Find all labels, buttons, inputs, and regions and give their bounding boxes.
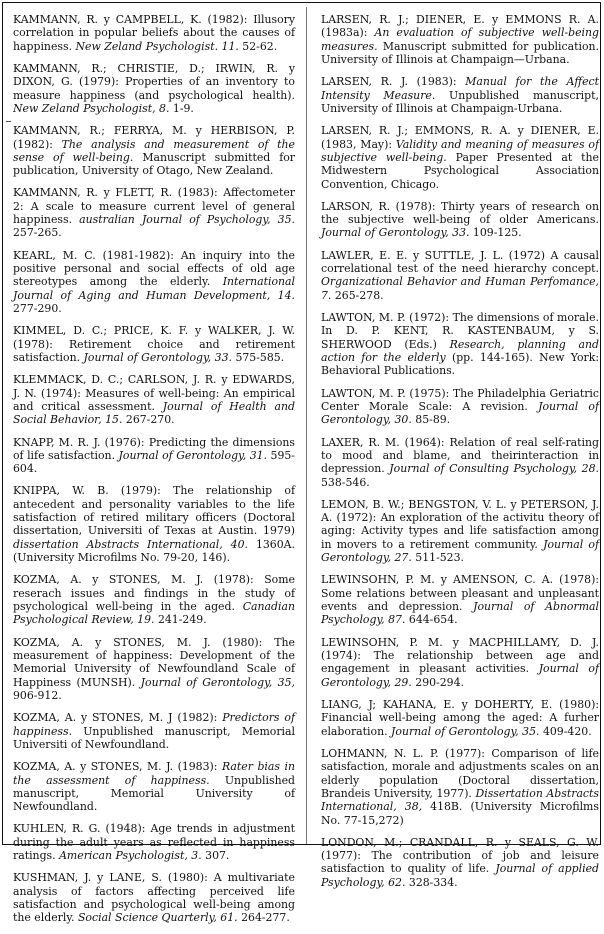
reference-text: 328-334. <box>405 875 458 889</box>
margin-mark <box>6 121 11 122</box>
reference-text: (pp. 144-165). New York: Behavioral Publications. <box>321 351 599 378</box>
reference-entry <box>321 75 599 115</box>
reference-text: KLEMMACK, D. C.; CARLSON, J. R. y EDWARDS, J. N. (1974): Measures of well-being: An empirical and critical assessment. <box>13 373 295 413</box>
reference-source-italic: Journal of Gerontology, 31. <box>118 448 268 462</box>
reference-entry <box>321 311 599 378</box>
reference-text: 409-420. <box>539 724 592 738</box>
reference-text: KIMMEL, D. C.; PRICE, K. F. y WALKER, J. W. (1978): Retirement choice and retirement satisfaction. <box>13 324 295 365</box>
reference-entry <box>321 13 599 66</box>
reference-text: 257-265. <box>13 226 62 240</box>
reference-entry <box>321 200 599 240</box>
reference-text: KNIPPA, W. B. (1979): The relationship of antecedent and personality variables to the life satisfaction of retired military officers (Doctoral dissertation, Universiti of Texas at Austin. 1979) <box>13 484 295 538</box>
reference-entry <box>321 836 599 889</box>
reference-text: KAMMANN, R.; CHRISTIE, D.; IRWIN, R. y DIXON, G. (1979): Properties of an inventory to measure happiness (and psychological health). <box>13 61 295 102</box>
reference-text: LAXER, R. M. (1964): Relation of real self-rating to mood and blame, and theirinteraction in depression. <box>321 435 599 476</box>
reference-text: Unpublished manuscript, Memorial University of Newfoundland. <box>13 773 295 814</box>
reference-entry <box>13 13 295 53</box>
page-frame <box>2 2 601 925</box>
reference-text: 906-912. <box>13 689 62 703</box>
reference-text: KOZMA, A. y STONES, M. J (1982): <box>13 711 223 725</box>
reference-source-italic: New Zeland Psychologist. 11. <box>75 39 239 53</box>
reference-text: LARSEN, R. J. (1983): <box>321 75 466 89</box>
column-divider <box>306 7 307 844</box>
reference-text: 418B. (University Microfilms No. 77-15,272) <box>321 800 599 827</box>
reference-text: LONDON, M.; CRANDALL, R. y SEALS, G. W. (1977): The contribution of job and leisure satisfaction to quality of life. <box>321 835 599 876</box>
reference-text: 267-270. <box>122 413 175 427</box>
reference-source-italic: Rater bias in the assessment of happiness. <box>13 760 295 787</box>
reference-text: Unpublished manuscript, Memorial Universiti of Newfoundland. <box>13 724 295 751</box>
reference-source-italic: Journal of Abnormal Psychology, 87. <box>321 600 599 627</box>
reference-entry <box>13 484 295 564</box>
reference-text: LAWTON, M. P. (1975): The Philadelphia Geriatric Center Morale Scale: A revision. <box>321 386 599 413</box>
reference-entry <box>321 747 599 827</box>
reference-text: KOZMA, A. y STONES, M. J. (1980): The measurement of happiness: Development of the Memorial University of Newfoundland Scale of Happiness (MUNSH). <box>13 635 295 689</box>
reference-entry <box>321 124 599 191</box>
left-reference-column <box>13 13 295 934</box>
reference-entry <box>13 871 295 924</box>
reference-text: LARSON, R. (1978): Thirty years of research on the subjective well-being of older Americans. <box>321 199 599 227</box>
reference-source-italic: Journal of applied Psychology, 62. <box>321 862 600 889</box>
reference-text: 109-125. <box>469 226 522 240</box>
reference-source-italic: Journal of Gerontology, 33. <box>321 226 470 240</box>
reference-text: LAWLER, E. E. y SUTTLE, J. L. (1972) A causal correlational test of the need hierarchy concept. <box>321 248 599 276</box>
reference-text: 307. <box>201 849 230 863</box>
reference-source-italic: Predictors of happiness. <box>13 711 295 738</box>
reference-entry <box>13 636 295 703</box>
reference-source-italic: Research, planning and action for the elderly <box>321 337 599 365</box>
reference-source-italic: australian Journal of Psychology, 35. <box>79 213 295 227</box>
reference-entry <box>13 124 295 177</box>
reference-text: 265-278. <box>331 288 384 302</box>
reference-entry <box>13 324 295 364</box>
reference-source-italic: The analysis and measurement of the sense of well-being. <box>13 137 295 164</box>
reference-entry <box>13 249 295 316</box>
reference-text: KNAPP, M. R. J. (1976): Predicting the dimensions of life satisfaction. <box>13 435 295 462</box>
reference-source-italic: Social Science Quarterly, 61. <box>77 911 238 925</box>
reference-text: LEMON, B. W.; BENGSTON, V. L. y PETERSON, J. A. (1972): An exploration of the activitu theory of aging: Activity types and life satisfaction among in movers to a retirement community. <box>321 497 599 551</box>
right-reference-column <box>321 13 599 898</box>
reference-source-italic: New Zeland Psychologist, 8. <box>13 101 170 115</box>
reference-entry <box>321 436 599 489</box>
reference-text: KUHLEN, R. G. (1948): Age trends in adjustment during the adult years as reflected in happiness ratings. <box>13 822 295 863</box>
reference-source-italic: Organizational Behavior and Human Perfomance, 7. <box>321 275 599 302</box>
reference-entry <box>321 636 599 689</box>
reference-text: LARSEN, R. J.; DIENER, E. y EMMONS R. A. (1983a): <box>321 13 599 40</box>
reference-source-italic: Validity and meaning of measures of subjective well-being. <box>321 137 599 164</box>
reference-text: 241-249. <box>154 613 207 627</box>
reference-entry <box>13 62 295 115</box>
reference-text: 264-277. <box>237 911 290 925</box>
reference-text: 1360A. (University Microfilms No. 79-20, 146). <box>13 537 295 565</box>
reference-text: LEWINSOHN, P. M. y MACPHILLAMY, D. J. (1974): The relationship between age and engagement in pleasant activities. <box>321 635 599 676</box>
reference-source-italic: Dissertation Abstracts International, 38, <box>321 786 599 814</box>
reference-source-italic: Manual for the Affect Intensity Measure. <box>321 75 600 102</box>
reference-text: 511-523. <box>411 551 465 565</box>
reference-entry <box>321 698 599 738</box>
reference-source-italic: Canadian Psychological Review, 19. <box>13 600 295 627</box>
reference-text: 277-290. <box>13 302 62 316</box>
reference-text: Manuscript submitted for publication, University of Otago, New Zealand. <box>13 150 295 178</box>
reference-text: 52-62. <box>238 39 278 53</box>
reference-entry <box>13 186 295 239</box>
reference-text: LEWINSOHN, P. M. y AMENSON, C. A. (1978): Some relations between pleasant and unpleasant events and depression. <box>321 573 599 614</box>
reference-text: KAMMANN, R. y FLETT, R. (1983): Affectometer 2: A scale to measure current level of general happiness. <box>13 186 295 227</box>
reference-text: LIANG, J; KAHANA, E. y DOHERTY, E. (1980): Financial well-being among the aged: A furher elaboration. <box>321 697 599 738</box>
reference-source-italic: Journal of Gerontology, 35. <box>391 724 540 738</box>
reference-text: 85-89. <box>411 413 451 427</box>
reference-source-italic: Journal of Gerontology, 33. <box>83 351 232 365</box>
reference-entry <box>13 711 295 751</box>
reference-text: Paper Presented at the Midwestern Psychological Association Convention, Chicago. <box>321 150 599 191</box>
reference-text: 595-604. <box>13 448 295 476</box>
reference-source-italic: Journal of Gerontology, 29. <box>321 662 600 689</box>
reference-source-italic: Journal of Gerontology, 27. <box>321 537 599 565</box>
reference-text: 290-294. <box>411 675 465 689</box>
reference-entry <box>321 249 599 302</box>
reference-text: 644-654. <box>405 613 458 627</box>
reference-entry <box>321 573 599 626</box>
reference-text: Unpublished manuscript, University of Illinois at Champaign-Urbana. <box>321 88 599 115</box>
reference-text: LAWTON, M. P. (1972): The dimensions of morale. In D. P. KENT, R. KASTENBAUM, y S. SHERWOOD (Eds.) <box>321 310 599 351</box>
reference-entry <box>13 760 295 813</box>
reference-text: KAMMANN, R. y CAMPBELL, K. (1982): Illusory correlation in popular beliefs about the causes of happiness. <box>13 13 295 53</box>
reference-text: KUSHMAN, J. y LANE, S. (1980): A multivariate analysis of factors affecting perceived life satisfaction and psychological well-being among the elderly. <box>13 871 295 925</box>
reference-entry <box>321 387 599 427</box>
reference-source-italic: American Psychologist, 3. <box>59 849 202 863</box>
reference-text: KEARL, M. C. (1981-1982): An inquiry into the positive personal and social effects of old age stereotypes among the elderly. <box>13 248 295 289</box>
reference-entry <box>321 498 599 565</box>
reference-source-italic: Journal of Health and Social Behavior, 15. <box>13 399 295 427</box>
reference-text: LARSEN, R. J.; EMMONS, R. A. y DIENER, E. (1983, May): <box>321 124 599 151</box>
reference-entry <box>13 573 295 626</box>
reference-entry <box>13 436 295 476</box>
reference-text: 538-546. <box>321 475 370 489</box>
reference-source-italic: Journal of Consulting Psychology, 28. <box>389 462 599 476</box>
reference-source-italic: Journal of Gerontology, 30. <box>321 399 599 427</box>
reference-text: 1-9. <box>169 101 194 115</box>
reference-entry <box>13 822 295 862</box>
reference-text: KOZMA, A. y STONES, M. J. (1978): Some reserach issues and findings in the study of psychological well-being in the aged. <box>13 573 295 614</box>
reference-text: LOHMANN, N. L. P. (1977): Comparison of life satisfaction, morale and adjustments scales on an elderly population (Doctoral dissertation, Brandeis University, 1977). <box>321 746 599 800</box>
reference-text: 575-585. <box>231 351 285 365</box>
reference-source-italic: dissertation Abstracts International, 40. <box>13 537 249 551</box>
reference-source-italic: An evaluation of subjective well-being measures. <box>321 26 599 53</box>
reference-source-italic: International Journal of Aging and Human Development, 14. <box>13 275 295 302</box>
reference-entry <box>13 373 295 426</box>
reference-text: KAMMANN, R.; FERRYA, M. y HERBISON, P. (1982): <box>13 124 295 151</box>
reference-text: KOZMA, A. y STONES, M. J. (1983): <box>13 760 222 774</box>
reference-text: Manuscript submitted for publication. University of Illinois at Champaign—Urbana. <box>321 39 599 67</box>
reference-source-italic: Journal of Gerontology, 35, <box>140 675 295 689</box>
